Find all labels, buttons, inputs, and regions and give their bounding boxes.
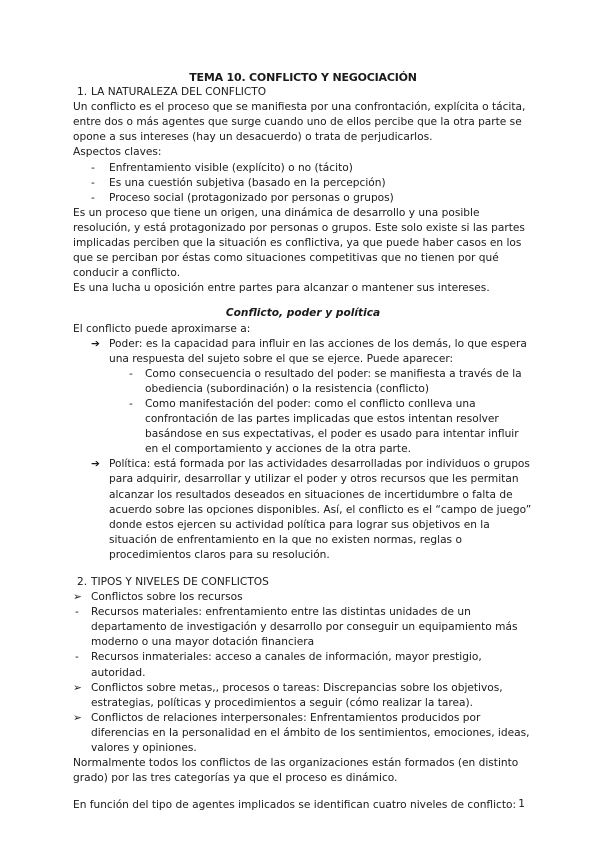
section-1-heading: [73, 85, 533, 100]
triangle-arrow-icon: ➢: [73, 711, 82, 724]
power-sub-text: Como manifestación del poder: como el conflicto conlleva una confrontación de las partes implicadas que estos intentan resolver basándose en sus expectativas, el poder es usado para intentar influir en el comportamiento y acciones de la otra parte.: [145, 397, 519, 456]
politics-text: Política: está formada por las actividades desarrolladas por individuos o grupos para adquirir, desarrollar y utilizar el poder y otros recursos que les permitan alcanzar los resultados deseados en situaciones de incertidumbre o falta de acuerdo sobre las opciones disponibles. Así, el conflicto es el “campo de juego” donde estos ejercen su actividad política para lograr sus objetivos en la situación de enfrentamiento en la que no existen normas, reglas o procedimientos claros para su resolución.: [109, 458, 532, 561]
section-2-normally: Normalmente todos los conflictos de las organizaciones están formados (en distinto grado) por las tres categorías ya que el proceso es dinámico.: [73, 757, 519, 785]
power-text: Poder: es la capacidad para influir en las acciones de los demás, lo que espera una respuesta del sujeto sobre el que se ejerce. Puede aparecer:: [109, 337, 527, 365]
conflict-type-item: [73, 711, 533, 756]
aspects-label: Aspectos claves:: [73, 146, 162, 159]
dash-bullet: -: [75, 606, 79, 619]
page-content: [73, 70, 533, 813]
conflict-type-text: Conflictos sobre metas,, procesos o tareas: Discrepancias sobre los objetivos, estrategias, políticas y procedimientos a seguir (cómo realizar la tarea).: [91, 681, 503, 709]
section-2-heading: [73, 575, 533, 590]
aspect-text: Enfrentamiento visible (explícito) o no (tácito): [109, 161, 353, 174]
section-1-title: LA NATURALEZA DEL CONFLICTO: [91, 86, 267, 99]
conflict-type-item: [73, 681, 533, 711]
aspect-item: [73, 191, 533, 206]
section-2-levels: En función del tipo de agentes implicados se identifican cuatro niveles de conflicto:: [73, 799, 517, 812]
document-title: TEMA 10. CONFLICTO Y NEGOCIACIÓN: [189, 71, 417, 84]
triangle-arrow-icon: ➢: [73, 591, 82, 604]
politics-item: [73, 457, 533, 563]
subsection-intro: El conflicto puede aproximarse a:: [73, 322, 251, 335]
conflict-type-text: Conflictos de relaciones interpersonales: Enfrentamientos producidos por diferencias en la personalidad en el ámbito de los sentimientos, emociones, ideas, valores y opiniones.: [91, 711, 530, 755]
aspect-item: [73, 161, 533, 176]
resource-text: Recursos materiales: enfrentamiento entre las distintas unidades de un departamento de investigación y desarrollo por conseguir un equipamiento más moderno o una mayor dotación financiera: [91, 606, 518, 649]
aspect-text: Proceso social (protagonizado por personas o grupos): [109, 191, 394, 204]
resource-item: [73, 605, 533, 650]
spacer: [73, 786, 533, 798]
resource-item: [73, 650, 533, 680]
power-item: [73, 337, 533, 367]
spacer: [73, 563, 533, 575]
conflict-type-text: Conflictos sobre los recursos: [91, 591, 243, 604]
dash-bullet: -: [129, 367, 133, 380]
section-1-paragraph-3: Es una lucha u oposición entre partes para alcanzar o mantener sus intereses.: [73, 282, 490, 295]
section-1-intro: Un conflicto es el proceso que se manifiesta por una confrontación, explícita o tácita, entre dos o más agentes que surge cuando uno de ellos percibe que la otra parte se opone a sus intereses (hay un desacuerdo) o trata de perjudicarlos.: [73, 101, 526, 144]
dash-bullet: -: [91, 161, 95, 174]
conflict-type-item: [73, 590, 533, 605]
resource-text: Recursos inmateriales: acceso a canales de información, mayor prestigio, autoridad.: [91, 651, 482, 679]
dash-bullet: -: [75, 651, 79, 664]
section-2-title: TIPOS Y NIVELES DE CONFLICTOS: [91, 576, 269, 588]
section-2-number: 2.: [77, 576, 88, 588]
triangle-arrow-icon: ➢: [73, 681, 82, 694]
power-sub-text: Como consecuencia o resultado del poder: se manifiesta a través de la obediencia (subordinación) o la resistencia (conflicto): [145, 367, 522, 395]
aspect-item: [73, 176, 533, 191]
section-1-paragraph-2: Es un proceso que tiene un origen, una dinámica de desarrollo y una posible resolución, y está protagonizado por personas o grupos. Este solo existe si las partes implicadas perciben que la situación es conflictiva, ya que puede haber casos en los que se perciban por éstas como situaciones competitivas que no tienen por qué conducir a conflicto.: [73, 206, 525, 280]
dash-bullet: -: [91, 176, 95, 189]
subsection-heading: Conflicto, poder y política: [225, 307, 381, 320]
arrow-icon: ➔: [91, 337, 100, 350]
power-sub-item: [73, 397, 533, 457]
page-number: 1: [518, 798, 525, 810]
aspect-text: Es una cuestión subjetiva (basado en la percepción): [109, 176, 386, 189]
dash-bullet: -: [129, 397, 133, 410]
power-sub-item: [73, 367, 533, 397]
arrow-icon: ➔: [91, 458, 100, 471]
section-1-number: 1.: [77, 86, 88, 99]
dash-bullet: -: [91, 191, 95, 204]
